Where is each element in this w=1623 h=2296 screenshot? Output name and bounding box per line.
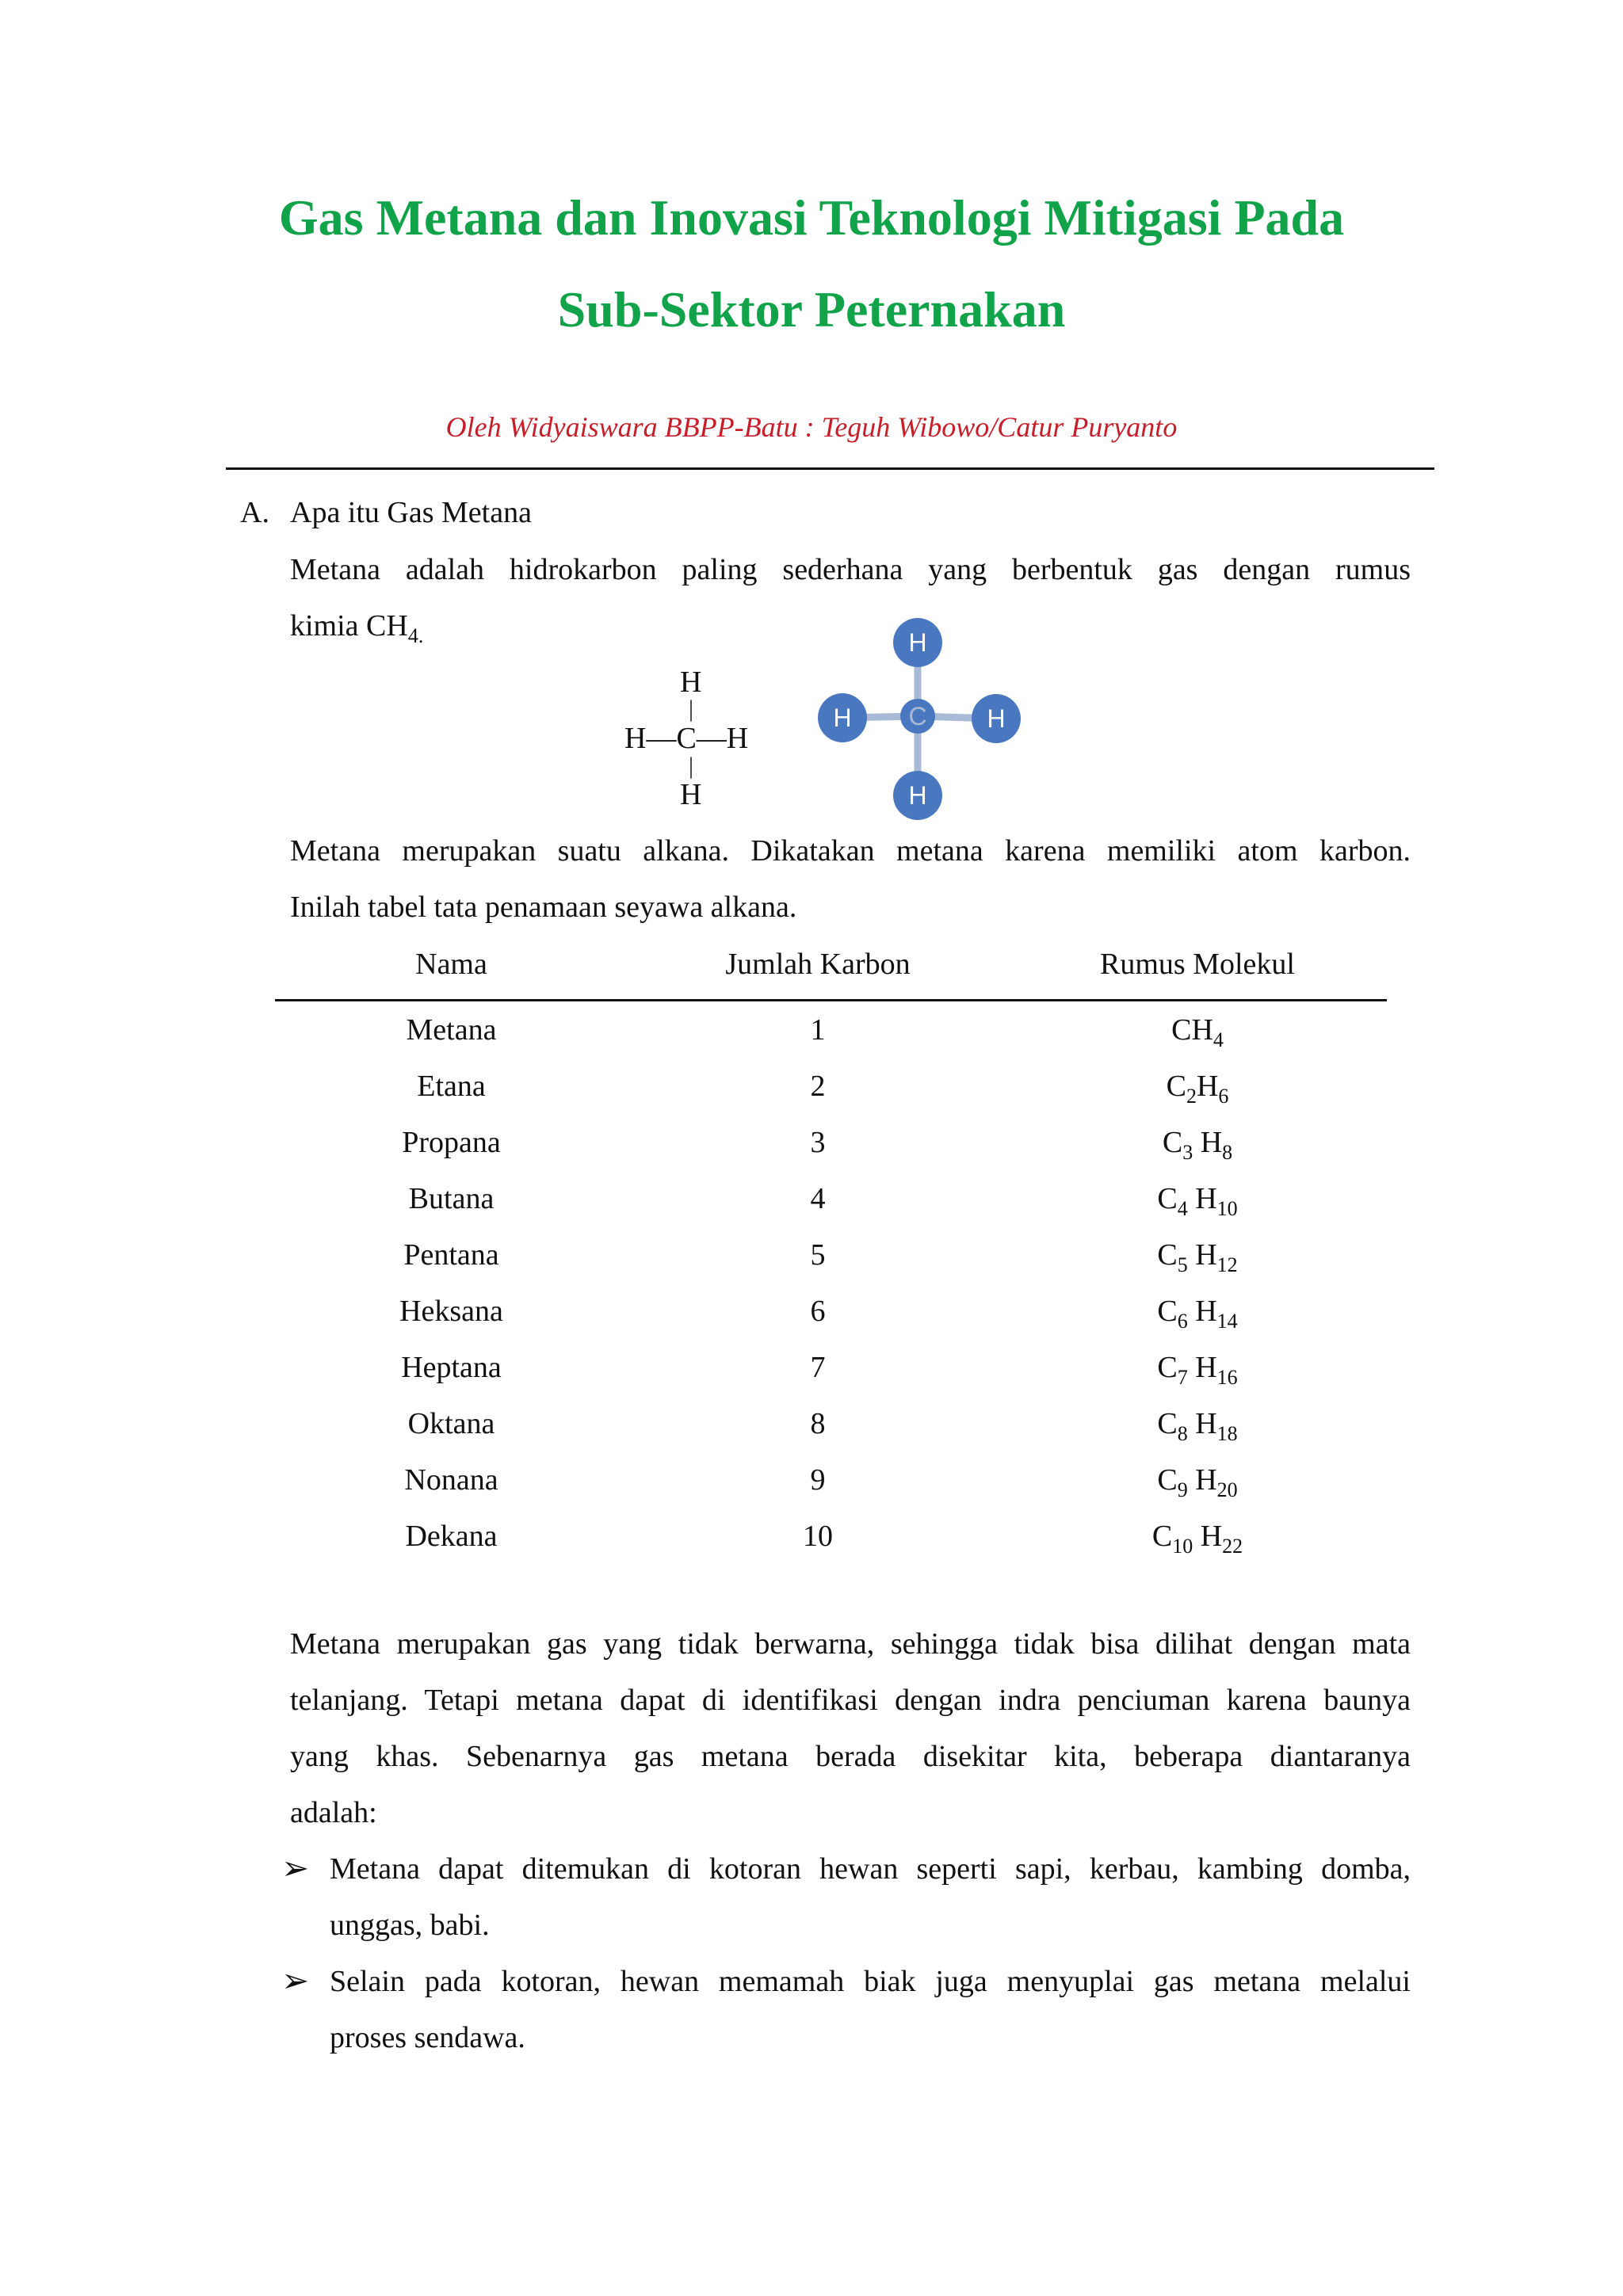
paragraph-2-line-1: Metana merupakan suatu alkana. Dikatakan metana karena memiliki atom karbon. (290, 834, 1411, 868)
table-row (275, 1283, 1387, 1339)
formula-carbon-subscript: 8 (1177, 1421, 1188, 1445)
formula-hydrogen: H (1200, 1519, 1223, 1553)
formula-subscript: 4. (407, 624, 424, 647)
formula-text: kimia CH (290, 609, 408, 643)
structural-formula-top-bond: | (689, 696, 694, 722)
paragraph-3-line-4: adalah: (290, 1796, 377, 1829)
column-header-nama: Nama (275, 947, 628, 1001)
table-row (275, 1395, 1387, 1451)
formula-carbon: C (1166, 1069, 1186, 1103)
section-heading: Apa itu Gas Metana (290, 496, 532, 529)
molecular-formula (1008, 1339, 1387, 1395)
model-carbon-label: C (908, 702, 927, 730)
model-hydrogen-bottom-label: H (908, 781, 927, 810)
table-row (275, 1339, 1387, 1395)
formula-carbon-subscript: 9 (1177, 1478, 1188, 1501)
formula-space (1193, 1520, 1201, 1553)
alkane-name: Etana (417, 1069, 486, 1103)
alkane-name: Butana (408, 1181, 495, 1215)
carbon-count: 7 (810, 1350, 826, 1384)
formula-hydrogen-subscript: 14 (1216, 1309, 1238, 1333)
formula-carbon: C (1157, 1406, 1178, 1440)
molecular-formula (1008, 1226, 1387, 1283)
table-row (275, 1170, 1387, 1226)
formula-space (1188, 1182, 1196, 1215)
table-header-row (275, 947, 1387, 1001)
alkane-naming-table (275, 947, 1387, 1564)
table-row (275, 1058, 1387, 1114)
molecular-formula (1008, 1058, 1387, 1114)
formula-carbon: C (1151, 1519, 1173, 1553)
alkane-name: Heptana (401, 1350, 502, 1384)
formula-hydrogen: H (1195, 1181, 1217, 1215)
carbon-count: 3 (810, 1125, 826, 1159)
formula-hydrogen-subscript: 8 (1222, 1140, 1233, 1164)
alkane-name: Pentana (403, 1238, 499, 1272)
document-title-line1: Gas Metana dan Inovasi Teknologi Mitigasi Pada (278, 189, 1345, 246)
formula-carbon: C (1157, 1181, 1178, 1215)
paragraph-2-line-2: Inilah tabel tata penamaan seyawa alkana. (290, 891, 797, 924)
molecular-formula (1008, 1283, 1387, 1339)
table-row (275, 1001, 1387, 1058)
structural-formula-middle: H—C—H (624, 722, 749, 755)
carbon-count: 6 (810, 1294, 826, 1328)
formula-hydrogen-subscript: 20 (1216, 1478, 1238, 1501)
header-divider (226, 467, 1434, 470)
formula-carbon: C (1157, 1350, 1178, 1384)
formula-carbon-subscript: 6 (1177, 1309, 1188, 1333)
molecular-formula (1008, 1170, 1387, 1226)
section-marker: A. (240, 496, 269, 529)
bullet-arrow-icon: ➢ (281, 1963, 310, 2000)
alkane-name: Propana (402, 1125, 501, 1159)
formula-hydrogen: H (1195, 1406, 1217, 1440)
model-hydrogen-top-label: H (908, 628, 927, 657)
alkane-name: Nonana (404, 1463, 498, 1497)
molecular-formula (1008, 1395, 1387, 1451)
molecular-formula (1008, 1451, 1387, 1508)
model-atoms (818, 618, 1021, 820)
carbon-count: 1 (810, 1013, 826, 1047)
formula-carbon-subscript: 2 (1186, 1084, 1197, 1108)
carbon-count: 5 (810, 1238, 826, 1272)
formula-hydrogen-subscript: 18 (1216, 1421, 1238, 1445)
table-body (275, 1001, 1387, 1565)
formula-carbon: C (1171, 1013, 1192, 1047)
carbon-count: 2 (810, 1069, 826, 1103)
alkane-name: Dekana (405, 1519, 498, 1553)
formula-carbon-subscript: 3 (1182, 1140, 1193, 1164)
formula-hydrogen: H (1195, 1463, 1217, 1497)
formula-hydrogen: H (1191, 1013, 1213, 1047)
formula-hydrogen-subscript: 10 (1216, 1196, 1238, 1220)
formula-carbon: C (1162, 1125, 1183, 1159)
formula-space (1188, 1463, 1196, 1497)
carbon-count: 9 (810, 1463, 826, 1497)
formula-space (1188, 1351, 1196, 1384)
model-hydrogen-left-label: H (833, 704, 852, 732)
formula-space (1188, 1407, 1196, 1440)
paragraph-1-line-2 (290, 609, 424, 647)
structural-formula-bottom-bond: | (689, 753, 694, 779)
bullet-arrow-icon: ➢ (281, 1851, 310, 1887)
formula-carbon-subscript: 7 (1177, 1365, 1188, 1389)
bullet-2-line-2: proses sendawa. (330, 2021, 525, 2054)
molecular-formula (1008, 1508, 1387, 1564)
paragraph-3-line-1: Metana merupakan gas yang tidak berwarna, sehingga tidak bisa dilihat dengan mata (290, 1627, 1411, 1661)
formula-carbon-subscript: 10 (1172, 1534, 1193, 1558)
formula-hydrogen-subscript: 16 (1216, 1365, 1238, 1389)
alkane-name: Heksana (399, 1294, 503, 1328)
structural-formula-top-h: H (680, 666, 702, 699)
formula-hydrogen: H (1196, 1069, 1219, 1103)
formula-carbon: C (1157, 1238, 1178, 1272)
formula-hydrogen: H (1195, 1238, 1217, 1272)
bullet-1-line-2: unggas, babi. (330, 1909, 490, 1942)
carbon-count: 10 (803, 1519, 833, 1553)
bullet-2-line-1: Selain pada kotoran, hewan memamah biak juga menyuplai gas metana melalui (330, 1965, 1411, 1998)
formula-carbon-subscript: 4 (1177, 1196, 1188, 1220)
column-header-jumlah-karbon: Jumlah Karbon (628, 947, 1008, 1001)
model-hydrogen-right-label: H (987, 704, 1006, 733)
table-row (275, 1508, 1387, 1564)
formula-space (1188, 1295, 1196, 1328)
formula-carbon-subscript: 5 (1177, 1253, 1188, 1276)
formula-hydrogen: H (1195, 1350, 1217, 1384)
author-line: Oleh Widyaiswara BBPP-Batu : Teguh Wibowo/Catur Puryanto (445, 411, 1178, 443)
carbon-count: 4 (810, 1181, 826, 1215)
formula-hydrogen: H (1195, 1294, 1217, 1328)
formula-hydrogen-subscript: 4 (1212, 1028, 1224, 1051)
alkane-name: Metana (406, 1013, 497, 1047)
formula-hydrogen-subscript: 12 (1216, 1253, 1238, 1276)
document-title-line2: Sub-Sektor Peternakan (557, 281, 1066, 338)
formula-hydrogen: H (1200, 1125, 1223, 1159)
carbon-count: 8 (810, 1406, 826, 1440)
table-row (275, 1451, 1387, 1508)
paragraph-1-line-1: Metana adalah hidrokarbon paling sederhana yang berbentuk gas dengan rumus (290, 553, 1411, 586)
structural-formula-bottom-h: H (680, 778, 702, 811)
alkane-name: Oktana (407, 1406, 495, 1440)
formula-space (1188, 1238, 1196, 1272)
formula-space (1193, 1126, 1201, 1159)
molecular-formula (1008, 1001, 1387, 1058)
paragraph-3-line-3: yang khas. Sebenarnya gas metana berada disekitar kita, beberapa diantaranya (290, 1740, 1411, 1773)
formula-carbon: C (1157, 1294, 1178, 1328)
column-header-rumus-molekul: Rumus Molekul (1008, 947, 1387, 1001)
formula-hydrogen-subscript: 22 (1222, 1534, 1243, 1558)
paragraph-3-line-2: telanjang. Tetapi metana dapat di identifikasi dengan indra penciuman karena baunya (290, 1684, 1411, 1717)
bullet-1-line-1: Metana dapat ditemukan di kotoran hewan seperti sapi, kerbau, kambing domba, (330, 1852, 1411, 1886)
molecular-formula (1008, 1114, 1387, 1170)
formula-carbon: C (1157, 1463, 1178, 1497)
table-row (275, 1114, 1387, 1170)
formula-hydrogen-subscript: 6 (1218, 1084, 1229, 1108)
table-row (275, 1226, 1387, 1283)
methane-ball-model (808, 610, 1030, 824)
